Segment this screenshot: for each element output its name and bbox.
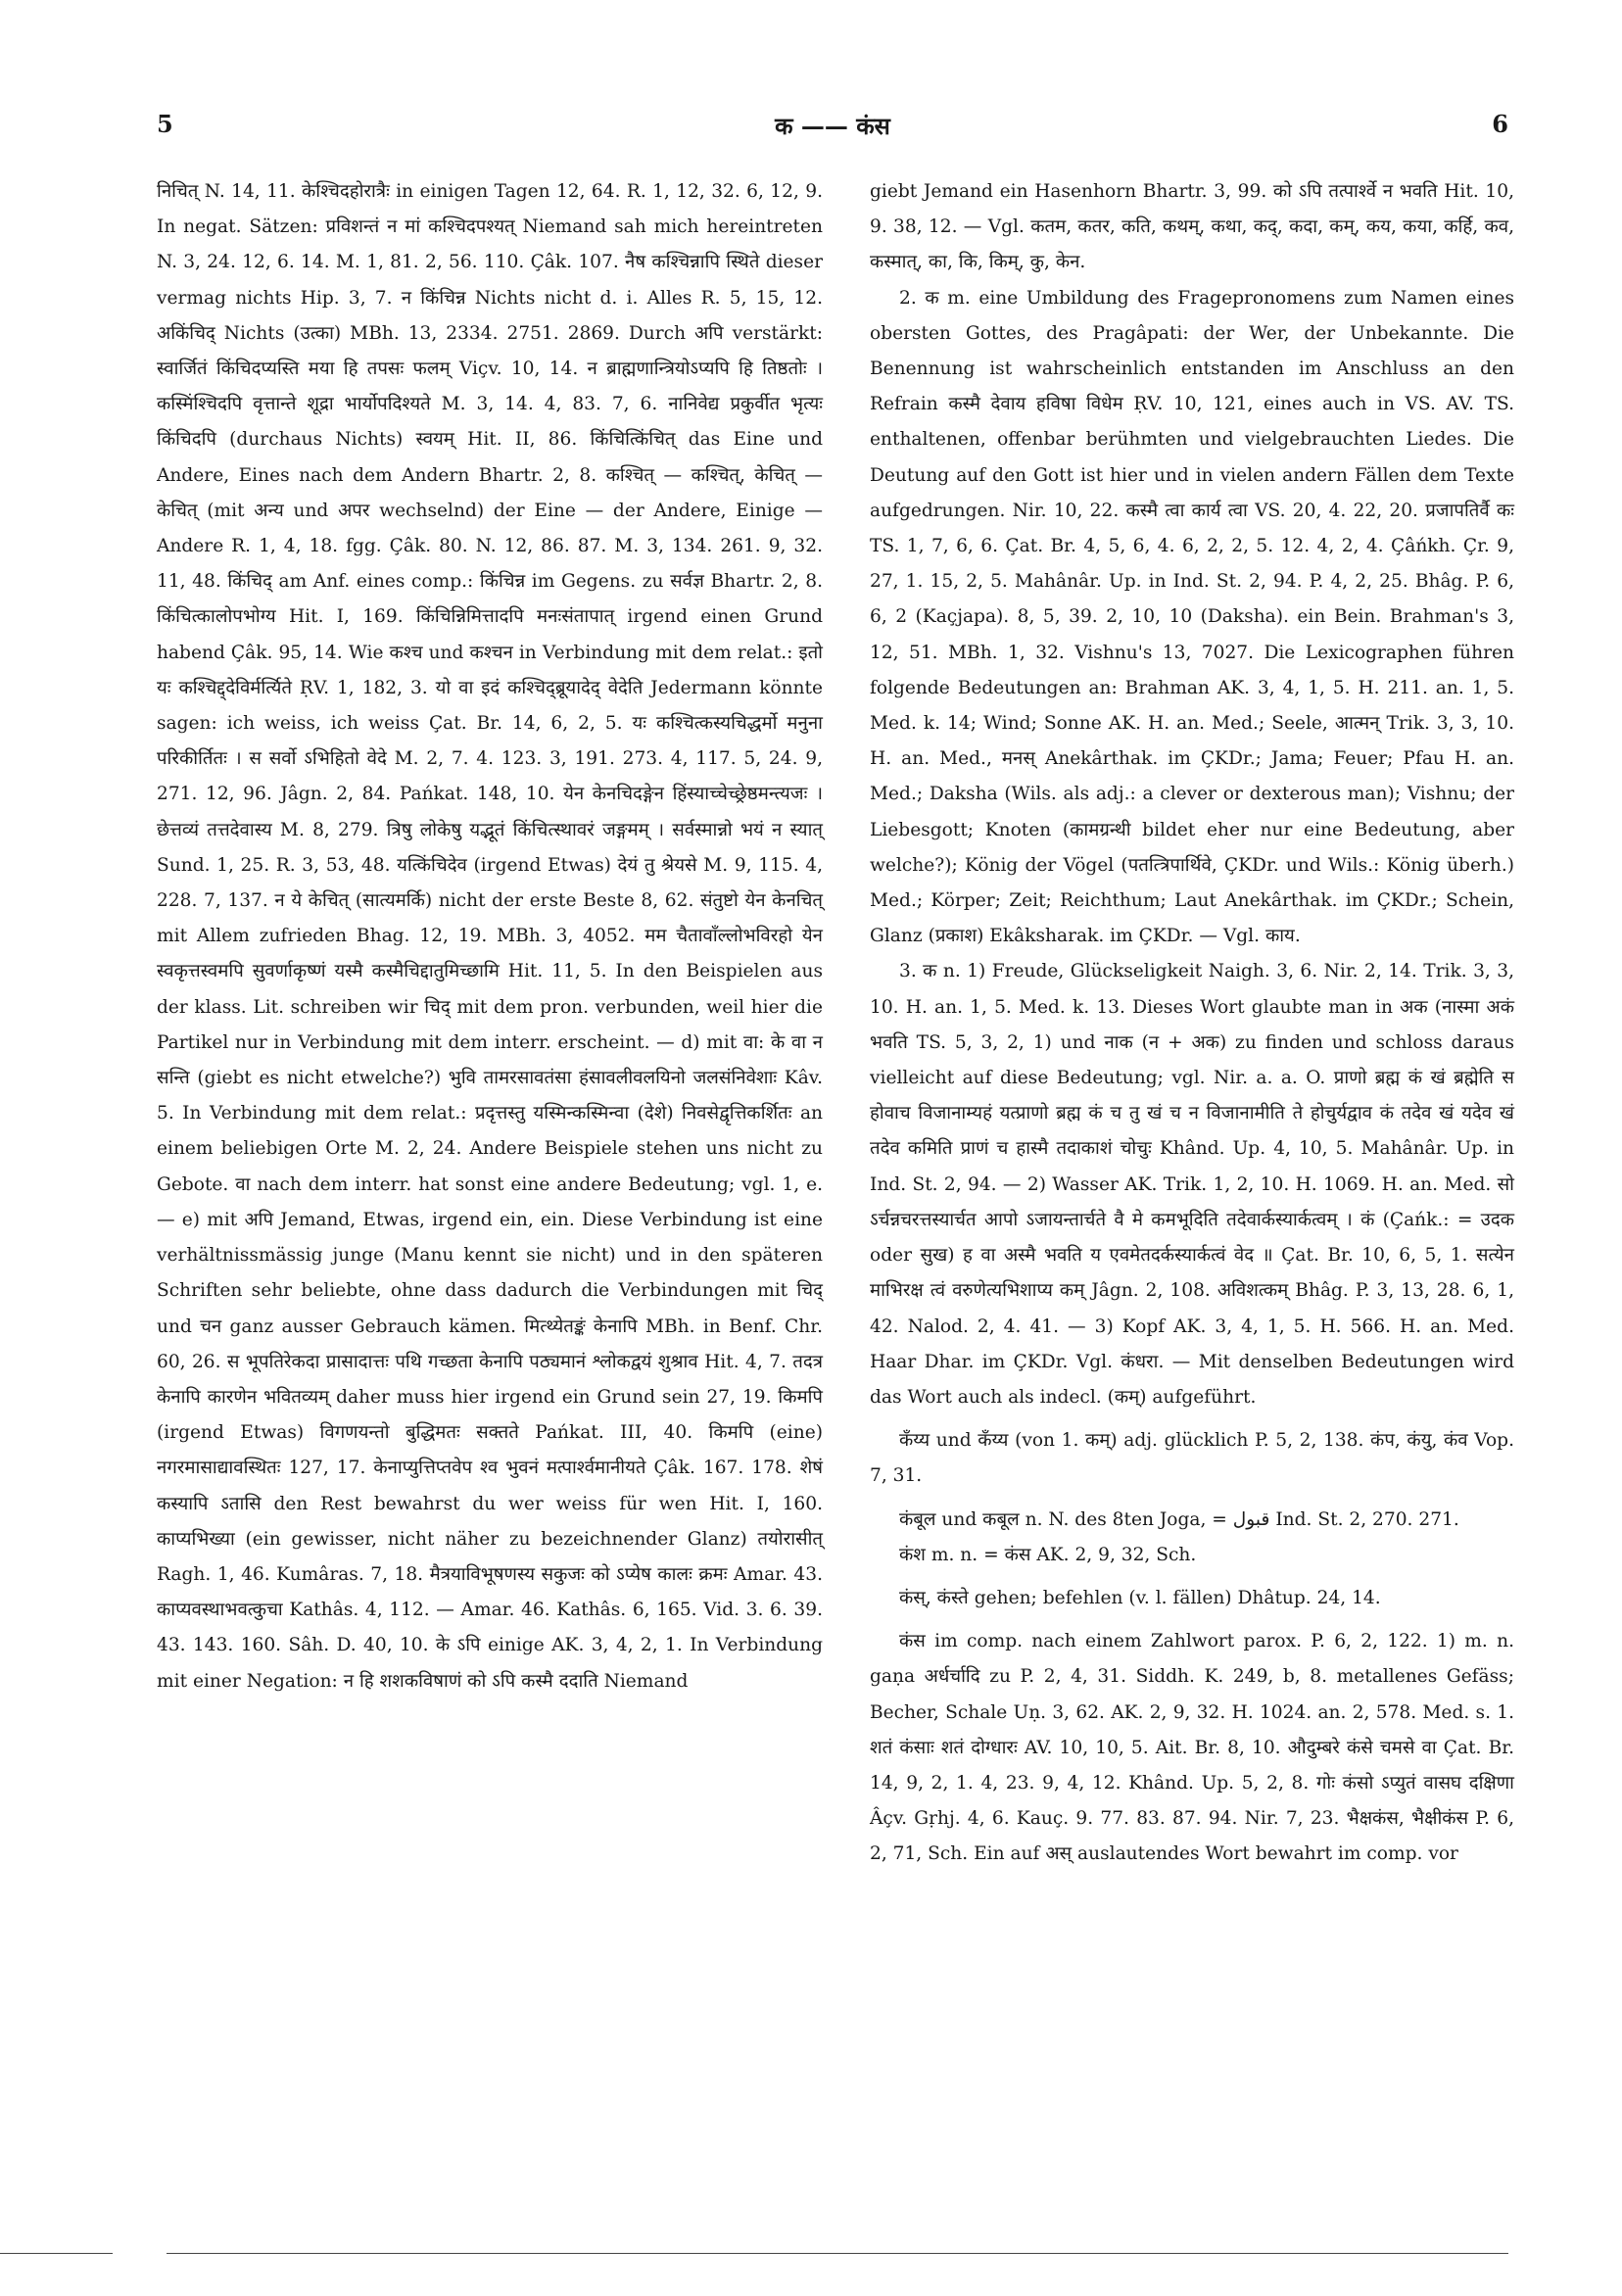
bottom-rule	[167, 2253, 1508, 2254]
entry-kamsa: कंस im comp. nach einem Zahlwort parox. P. 6, 2, 122. 1) m. n. gaṇa अर्धर्चादि zu P. 2, 4, 31. Siddh. K. 249, b, 8. metallenes Gefäss; Becher, Schale Uṇ. 3, 62. AK. 2, 9, 32. H. 1024. an. 2, 578. Med. s. 1. शतं कंसाः शतं दोग्धारः AV. 10, 10, 5. Ait. Br. 8, 10. औदुम्बरे कंसे चमसे वा Çat. Br. 14, 9, 2, 1. 4, 23. 9, 4, 12. Khând. Up. 5, 2, 8. गोः कंसो ऽप्युतं वासघ दक्षिणा Âçv. Gṛhj. 4, 6. Kauç. 9. 77. 83. 87. 94. Nir. 7, 23. भैक्षकंस, भैक्षीकंस P. 6, 2, 71, Sch. Ein auf अस् auslautendes Wort bewahrt im comp. vor	[870, 1631, 1514, 1865]
bottom-rule-short	[0, 2253, 113, 2254]
left-column-text: निचित् N. 14, 11. केश्चिदहोरात्रैः in einigen Tagen 12, 64. R. 1, 12, 32. 6, 12, 9. In negat. Sätzen: प्रविशन्तं न मां कश्चिदपश्यत् Niemand sah mich hereintreten N. 3, 24. 12, 6. 14. M. 1, 81. 2, 56. 110. Çâk. 107. नैष कश्चिन्नापि स्थिते dieser vermag nichts Hip. 3, 7. न किंचिन्न Nichts nicht d. i. Alles R. 5, 15, 12. अकिंचिद् Nichts (उत्का) MBh. 13, 2334. 2751. 2869. Durch अपि verstärkt: स्वार्जितं किंचिदप्यस्ति मया हि तपसः फलम् Viçv. 10, 14. न ब्राह्मणान्त्रियोऽप्यपि हि तिष्ठतोः । कस्मिंश्चिदपि वृत्तान्ते शूद्रा भार्योपदिश्यते M. 3, 14. 4, 83. 7, 6. नानिवेद्य प्रकुर्वीत भृत्यः किंचिदपि (durchaus Nichts) स्वयम् Hit. II, 86. किंचित्किंचित् das Eine und Andere, Eines nach dem Andern Bhartr. 2, 8. कश्चित् — कश्चित्, केचित् — केचित् (mit अन्य und अपर wechselnd) der Eine — der Andere, Einige — Andere R. 1, 4, 18. fgg. Çâk. 80. N. 12, 86. 87. M. 3, 134. 261. 9, 32. 11, 48. किंचिद् am Anf. eines comp.: किंचिन्न im Gegens. zu सर्वज्ञ Bhartr. 2, 8. किंचित्कालोपभोग्य Hit. I, 169. किंचिन्निमित्तादपि मनःसंतापात् irgend einen Grund habend Çâk. 95, 14. Wie कश्च und कश्चन in Verbindung mit dem relat.: इतो यः कश्चिद्द्देविर्मर्त्यिते ṚV. 1, 182, 3. यो वा इदं कश्चिद्ब्रूयादेद् वेदेति Jedermann könnte sagen: ich weiss, ich weiss Çat. Br. 14, 6, 2, 5. यः कश्चित्कस्यचिद्धर्मो मनुना परिकीर्तितः । स सर्वो ऽभिहितो वेदे M. 2, 7. 4. 123. 3, 191. 273. 4, 117. 5, 24. 9, 271. 12, 96. Jâgn. 2, 84. Pańkat. 148, 10. येन केनचिदङ्गेन हिंस्याच्चेच्छ्रेष्ठमन्त्यजः । छेत्तव्यं तत्तदेवास्य M. 8, 279. त्रिषु लोकेषु यद्भूतं किंचित्स्थावरं जङ्गमम् । सर्वस्मान्नो भयं न स्यात् Sund. 1, 25. R. 3, 53, 48. यत्किंचिदेव (irgend Etwas) देयं तु श्रेयसे M. 9, 115. 4, 228. 7, 137. न ये केचित् (सात्यमर्कि) nicht der erste Beste 8, 62. संतुष्टो येन केनचित् mit Allem zufrieden Bhag. 12, 19. MBh. 3, 4052. मम चैतावाँल्लोभविरहो येन स्वकृत्तस्वमपि सुवर्णाकृष्णं यस्मै कस्मैचिद्दातुमिच्छामि Hit. 11, 5. In den Beispielen aus der klass. Lit. schreiben wir चिद् mit dem pron. verbunden, weil hier die Partikel nur in Verbindung mit dem interr. erscheint. — d) mit वा: के वा न सन्ति (giebt es nicht etwelche?) भुवि तामरसावतंसा हंसावलीवलयिनो जलसंनिवेशाः Kâv. 5. In Verbindung mit dem relat.: प्रदृत्तस्तु यस्मिन्कस्मिन्वा (देशे) निवसेद्वृत्तिकर्शितः an einem beliebigen Orte M. 2, 24. Andere Beispiele stehen uns nicht zu Gebote. वा nach dem interr. hat sonst eine andere Bedeutung; vgl. 1, e. — e) mit अपि Jemand, Etwas, irgend ein, ein. Diese Verbindung ist eine verhältnissmässig junge (Manu kennt sie nicht) und in den späteren Schriften sehr beliebte, ohne dass dadurch die Verbindungen mit चिद् und चन ganz ausser Gebrauch kämen. मित्थ्येतङ्कं केनापि MBh. in Benf. Chr. 60, 26. स भूपतिरेकदा प्रासादात्तः पथि गच्छता केनापि पठ्यमानं श्लोकद्वयं शुश्राव Hit. 4, 7. तदत्र केनापि कारणेन भवितव्यम् daher muss hier irgend ein Grund sein 27, 19. किमपि (irgend Etwas) विगणयन्तो बुद्धिमतः सक्तते Pańkat. III, 40. किमपि (eine) नगरमासाद्यावस्थितः 127, 17. केनाप्युत्तिप्तवेप श्व भुवनं मत्पार्श्वमानीयते Çâk. 167. 178. शेषं कस्यापि ऽतासि den Rest bewahrst du wer weiss für wen Hit. I, 160. काप्यभिख्या (ein gewisser, nicht näher zu bezeichnender Glanz) तयोरासीत् Ragh. 1, 46. Kumâras. 7, 18. मैत्रयाविभूषणस्य सकुजः को ऽप्येष कालः क्रमः Amar. 43. काप्यवस्थाभवत्कुचा Kathâs. 4, 112. — Amar. 46. Kathâs. 6, 165. Vid. 3. 6. 39. 43. 143. 160. Sâh. D. 40, 10. के ऽपि einige AK. 3, 4, 2, 1. In Verbindung mit einer Negation: न हि शशकविषाणं को ऽपि कस्मै ददाति Niemand	[157, 181, 823, 1692]
right-column	[870, 174, 1514, 1873]
running-title: क —— कंस	[775, 112, 890, 140]
page-number-left: 5	[157, 110, 173, 138]
left-column	[157, 174, 823, 1699]
page-number-right: 6	[1492, 110, 1508, 138]
entry-kamya: कँय्य und कँय्य (von 1. कम्) adj. glücklich P. 5, 2, 138. कंप, कंयु, कंव Vop. 7, 31.	[870, 1430, 1514, 1487]
entry-ka-3: 3. क n. 1) Freude, Glückseligkeit Naigh. 3, 6. Nir. 2, 14. Trik. 3, 3, 10. H. an. 1, 5. Med. k. 13. Dieses Wort glaubte man in अक (नास्मा अकं भवति TS. 5, 3, 2, 1) und नाक (न + अक) zu finden und schloss daraus vielleicht auf diese Bedeutung; vgl. Nir. a. a. O. प्राणो ब्रह्म कं खं ब्रह्मेति स होवाच विजानाम्यहं यत्प्राणो ब्रह्म कं च तु खं च न विजानामीति ते होचुर्यद्वाव कं तदेव खं यदेव खं तदेव कमिति प्राणं च हास्मै तदाकाशं चोचुः Khând. Up. 4, 10, 5. Mahânâr. Up. in Ind. St. 2, 94. — 2) Wasser AK. Trik. 1, 2, 10. H. 1069. H. an. Med. सो ऽर्चन्नचरत्तस्यार्चत आपो ऽजायन्तार्चते वै मे कमभूदिति तदेवार्कस्यार्कत्वम् । कं (Çańk.: = उदक oder सुख) ह वा अस्मै भवति य एवमेतदर्कस्यार्कत्वं वेद ॥ Çat. Br. 10, 6, 5, 1. सत्येन माभिरक्ष त्वं वरुणेत्यभिशाप्य कम् Jâgn. 2, 108. अविशत्कम् Bhâg. P. 3, 13, 28. 6, 1, 42. Nalod. 2, 4. 41. — 3) Kopf AK. 3, 4, 1, 5. H. 566. H. an. Med. Haar Dhar. im ÇKDr. Vgl. कंधरा. — Mit denselben Bedeutungen wird das Wort auch als indecl. (कम्) aufgeführt.	[870, 961, 1514, 1408]
page-header	[157, 110, 1508, 149]
entry-ka-2: 2. क m. eine Umbildung des Fragepronomens zum Namen eines obersten Gottes, des Pragâpati: der Wer, der Unbekannte. Die Benennung ist wahrscheinlich entstanden im Anschluss an den Refrain कस्मै देवाय हविषा विधेम ṚV. 10, 121, eines auch in VS. AV. TS. enthaltenen, offenbar berühmten und vielgebrauchten Liedes. Die Deutung auf den Gott ist hier und in vielen andern Fällen dem Texte aufgedrungen. Nir. 10, 22. कस्मै त्वा कार्य त्वा VS. 20, 4. 22, 20. प्रजापतिर्वै कः TS. 1, 7, 6, 6. Çat. Br. 4, 5, 6, 4. 6, 2, 2, 5. 12. 4, 2, 4. Çâńkh. Çr. 9, 27, 1. 15, 2, 5. Mahânâr. Up. in Ind. St. 2, 94. P. 4, 2, 25. Bhâg. P. 6, 6, 2 (Kaçjapa). 8, 5, 39. 2, 10, 10 (Daksha). ein Bein. Brahman's 3, 12, 51. MBh. 1, 32. Vishnu's 13, 7027. Die Lexicographen führen folgende Bedeutungen an: Brahman AK. 3, 4, 1, 5. H. 211. an. 1, 5. Med. k. 14; Wind; Sonne AK. H. an. Med.; Seele, आत्मन् Trik. 3, 3, 10. H. an. Med., मनस् Anekârthak. im ÇKDr.; Jama; Feuer; Pfau H. an. Med.; Daksha (Wils. als adj.: a clever or dexterous man); Vishnu; der Liebesgott; Knoten (कामग्रन्थी bildet eher nur eine Bedeutung, aber welche?); König der Vögel (पतत्त्रिपार्थिवे, ÇKDr. und Wils.: König überh.) Med.; Körper; Zeit; Reichthum; Laut Anekârthak. im ÇKDr.; Schein, Glanz (प्रकाश) Ekâksharak. im ÇKDr. — Vgl. काय.	[870, 287, 1514, 947]
entry-continuation: giebt Jemand ein Hasenhorn Bhartr. 3, 99. को ऽपि तत्पार्श्वे न भवति Hit. 10, 9. 38, 12. — Vgl. कतम, कतर, कति, कथम्, कथा, कद्, कदा, कम्, कय, कया, कर्हि, कव, कस्मात्, का, कि, किम्, कु, केन.	[870, 181, 1514, 273]
entry-kambula: कंबूल und कबूल n. N. des 8ten Joga, = قبول Ind. St. 2, 270. 271.	[899, 1508, 1459, 1530]
entry-kamsha: कंश m. n. = कंस AK. 2, 9, 32, Sch.	[899, 1544, 1197, 1565]
entry-kams-verb: कंस्, कंस्ते gehen; befehlen (v. l. fällen) Dhâtup. 24, 14.	[899, 1587, 1381, 1608]
